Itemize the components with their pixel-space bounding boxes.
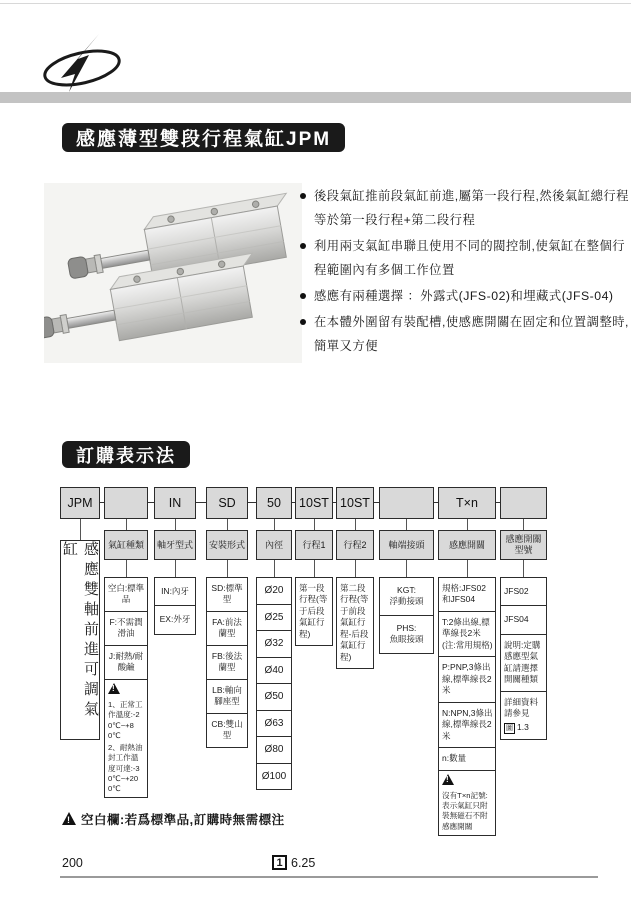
ordering-column-mounting (206, 487, 248, 748)
option-code: KGT: (397, 585, 416, 595)
option-double-clevis: CB:雙山型 (206, 713, 248, 748)
code-box-mounting: SD (206, 487, 248, 519)
option-sensor-spec: 規格:JFS02和JFS04 (438, 577, 496, 612)
ordering-section-title: 訂購表示法 (62, 441, 190, 468)
options-mounting (206, 578, 248, 748)
option-bore-100: Ø100 (256, 763, 292, 791)
option-standard-mount: SD:標準型 (206, 577, 248, 612)
category-mounting: 安裝形式 (206, 530, 248, 560)
feature-text: 在本體外圍留有裝配槽,使感應開關在固定和位置調整時,簡單又方便 (314, 315, 629, 353)
options-stroke2 (336, 578, 374, 669)
feature-item (300, 184, 630, 232)
page-number: 200 (62, 856, 83, 870)
code-box-sensor: T×n (438, 487, 496, 519)
category-cylinder-type: 氣缸種類 (104, 530, 148, 560)
blank-field-note-text: 空白欄:若爲標準品,訂購時無需標注 (81, 813, 285, 827)
connector-line (467, 519, 468, 530)
ordering-column-stroke2 (336, 487, 374, 669)
option-axial-foot: LB:軸向腳座型 (206, 679, 248, 714)
footer-reference (272, 855, 315, 870)
warning-icon (442, 774, 454, 785)
options-sensor-model (500, 578, 547, 740)
options-bore (256, 578, 292, 790)
category-thread-type: 軸牙型式 (154, 530, 196, 560)
code-box-thread-type: IN (154, 487, 196, 519)
page-title: 感應薄型雙段行程氣缸JPM (62, 123, 345, 152)
feature-text: 感應有兩種選擇 ：外露式(JFS-02)和埋藏式(JFS-04) (314, 289, 614, 303)
figure-icon: 圖 (506, 724, 513, 732)
option-fisheye-joint (379, 615, 434, 654)
connector-line (227, 519, 228, 530)
ordering-column-thread-type (154, 487, 196, 635)
warning-note-2: 2、耐熱油封工作溫度可達:-30℃~+200℃ (108, 743, 143, 794)
bullet-icon (300, 293, 306, 299)
connector-line (314, 560, 315, 578)
connector-line (126, 560, 127, 578)
warning-icon (108, 683, 120, 694)
option-bore-20: Ø20 (256, 577, 292, 605)
ordering-column-bore (256, 487, 292, 790)
option-bore-50: Ø50 (256, 683, 292, 711)
category-bore: 內徑 (256, 530, 292, 560)
connector-line (406, 519, 407, 530)
connector-line (175, 519, 176, 530)
bullet-icon (300, 243, 306, 249)
option-standard: 空白:標準品 (104, 577, 148, 612)
option-jfs02: JFS02 (500, 577, 547, 606)
connector-line (406, 560, 407, 578)
connector-line (314, 519, 315, 530)
category-rod-end: 軸端接頭 (379, 530, 434, 560)
connector-line (227, 560, 228, 578)
code-box-model: JPM (60, 487, 100, 519)
ordering-column-rod-end (379, 487, 434, 654)
connector-line (355, 560, 356, 578)
options-sensor (438, 578, 496, 836)
top-divider (0, 3, 631, 4)
connector-line (523, 560, 524, 578)
feature-item (300, 234, 630, 282)
option-stroke2-desc: 第二段行程(等于前段氣缸行程-后段氣缸行程) (336, 577, 374, 669)
option-internal-thread: IN:內牙 (154, 577, 196, 606)
ordering-column-sensor-model (500, 487, 547, 740)
header-divider-bar (0, 92, 631, 103)
code-box-stroke2: 10ST (336, 487, 374, 519)
option-floating-joint (379, 577, 434, 616)
cylinder-type-warning (104, 679, 148, 799)
connector-line (175, 560, 176, 578)
option-external-thread: EX:外牙 (154, 605, 196, 634)
code-box-stroke1: 10ST (295, 487, 333, 519)
option-label: 魚眼接頭 (389, 634, 424, 645)
chapter-box: 1 (272, 855, 287, 870)
footer-divider (60, 876, 598, 878)
option-stroke1-desc: 第一段行程(等于后段氣缸行程) (295, 577, 333, 646)
category-sensor-model: 感應開關型號 (500, 530, 547, 560)
code-box-cylinder-type (104, 487, 148, 519)
sensor-model-note: 說明:定購感應型氣缸請選擇開關種類 (500, 634, 547, 692)
feature-item (300, 310, 630, 358)
feature-text: 後段氣缸推前段氣缸前進,屬第一段行程,然後氣缸總行程等於第一段行程+第二段行程 (314, 189, 629, 227)
feature-item (300, 284, 630, 308)
option-code: PHS: (396, 622, 417, 633)
ordering-column-sensor (438, 487, 496, 836)
ordering-column-model (60, 487, 100, 740)
options-cylinder-type (104, 578, 148, 798)
option-bore-32: Ø32 (256, 630, 292, 658)
options-stroke1 (295, 578, 333, 646)
feature-text: 利用兩支氣缸串聯且使用不同的閥控制,使氣缸在整個行程範圍內有多個工作位置 (314, 239, 626, 277)
option-sensor-qty: n:數量 (438, 747, 496, 770)
category-sensor: 感應開關 (438, 530, 496, 560)
sensor-warning (438, 770, 496, 836)
option-front-flange: FA:前法蘭型 (206, 611, 248, 646)
connector-line (274, 560, 275, 578)
code-box-rod-end (379, 487, 434, 519)
ordering-column-stroke1 (295, 487, 333, 646)
option-lube-free: F:不需潤滑油 (104, 611, 148, 646)
brand-logo-icon (42, 34, 124, 97)
sensor-model-reference (500, 691, 547, 740)
blank-field-note (62, 810, 285, 828)
warning-icon (62, 812, 76, 825)
option-bore-63: Ø63 (256, 710, 292, 738)
warning-note-1: 1、正常工作溫度:-20℃~+80℃ (108, 700, 143, 740)
option-jfs04: JFS04 (500, 605, 547, 634)
category-stroke2: 行程2 (336, 530, 374, 560)
connector-line (274, 519, 275, 530)
bullet-icon (300, 319, 306, 325)
code-box-bore: 50 (256, 487, 292, 519)
feature-list (300, 184, 630, 360)
reference-figure (504, 722, 544, 734)
reference-text: 詳細資料請參見 (504, 696, 539, 719)
category-stroke1: 行程1 (295, 530, 333, 560)
section-number: 6.25 (291, 855, 316, 870)
option-heat-resistant: J:耐熱/耐酸鹼 (104, 645, 148, 680)
product-photo (44, 183, 302, 363)
connector-line (523, 519, 524, 530)
category-model-description: 感應雙軸前進可調氣缸 (60, 540, 100, 740)
ordering-column-cylinder-type (104, 487, 148, 798)
option-bore-40: Ø40 (256, 657, 292, 685)
connector-line (355, 519, 356, 530)
warning-note: 沒有T×n記號:表示氣缸只附裝無磁石不附感應開關 (442, 790, 488, 831)
options-rod-end (379, 578, 434, 654)
connector-line (467, 560, 468, 578)
figure-number: 1.3 (517, 721, 529, 732)
code-box-sensor-model (500, 487, 547, 519)
option-bore-25: Ø25 (256, 604, 292, 632)
option-bore-80: Ø80 (256, 736, 292, 764)
option-sensor-T: T:2條出線,標準線長2米 (注:常用規格) (438, 611, 496, 657)
options-thread-type (154, 578, 196, 635)
connector-line (80, 519, 81, 540)
option-rear-flange: FB:後法蘭型 (206, 645, 248, 680)
option-sensor-P: P:PNP,3條出線,標準線長2米 (438, 656, 496, 702)
option-label: 浮動接頭 (389, 596, 424, 607)
bullet-icon (300, 193, 306, 199)
connector-line (126, 519, 127, 530)
option-sensor-N: N:NPN,3條出線,標準線長2米 (438, 702, 496, 748)
